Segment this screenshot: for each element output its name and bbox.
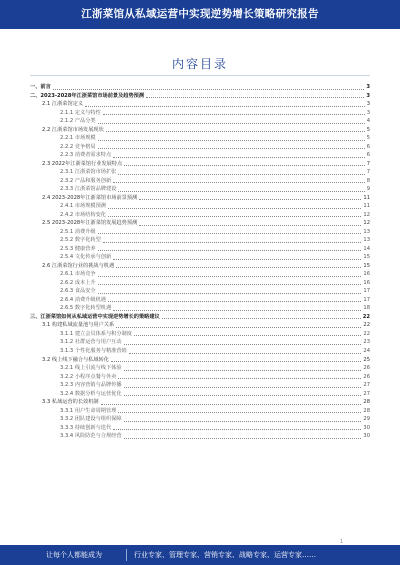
toc-dot-leader [139, 199, 361, 200]
toc-entry-page: 11 [363, 194, 370, 201]
toc-entry-label: 3.3.4 风险防范与合规经营 [60, 433, 122, 440]
toc-entry[interactable] [30, 347, 370, 356]
toc-dot-leader [113, 429, 361, 430]
toc-dot-leader [98, 293, 362, 294]
toc-dot-leader [98, 148, 365, 149]
toc-entry-label: 2.4.2 市场结构变化 [60, 211, 106, 218]
toc-dot-leader [85, 106, 365, 107]
toc-dot-leader [53, 89, 365, 90]
toc-entry[interactable] [30, 202, 370, 211]
toc-entry-page: 26 [363, 365, 370, 372]
toc-entry-label: 2.6.4 消费升级机遇 [60, 296, 106, 303]
toc-entry-label: 2.1 江浙菜馆定义 [42, 101, 84, 108]
toc-title: 内容目录 [171, 57, 228, 71]
toc-entry-label: 2.5.4 文化传承与创新 [60, 254, 112, 261]
toc-entry-page: 30 [363, 433, 370, 440]
toc-dot-leader [118, 191, 364, 192]
toc-dot-leader [98, 140, 365, 141]
toc-entry[interactable] [30, 134, 370, 143]
toc-entry-label: 一、前言 [30, 84, 51, 90]
toc-entry-page: 13 [363, 237, 370, 244]
toc-entry-label: 3.1.3 个性化服务与精准营销 [60, 347, 127, 354]
toc-entry-label: 2.6.2 成本上升 [60, 279, 96, 286]
toc-entry-label: 二、2023-2028年江浙菜馆市场前景及趋势预测 [30, 92, 145, 99]
toc-entry[interactable] [30, 253, 370, 262]
toc-entry[interactable] [30, 330, 370, 339]
toc-entry-label: 2.3 2022年江浙菜馆行业发展特点 [42, 160, 123, 167]
toc-entry-label: 2.3.2 产品和服务创新 [60, 177, 112, 184]
toc-entry[interactable] [30, 92, 370, 101]
toc-entry[interactable] [30, 364, 370, 373]
report-title: 江浙菜馆从私域运营中实现逆势增长策略研究报告 [81, 8, 319, 20]
toc-entry[interactable] [30, 296, 370, 305]
toc-entry-page: 16 [363, 271, 370, 278]
toc-entry-label: 2.6.5 数字化转型机遇 [60, 305, 112, 312]
toc-dot-leader [124, 438, 362, 439]
toc-entry-page: 3 [366, 101, 370, 108]
toc-entry[interactable] [30, 287, 370, 296]
toc-entry[interactable] [30, 100, 370, 109]
toc-dot-leader [124, 421, 362, 422]
toc-dot-leader [108, 208, 361, 209]
toc-entry[interactable] [30, 185, 370, 194]
toc-entry-page: 29 [363, 416, 370, 423]
toc-entry-page: 22 [362, 313, 370, 320]
toc-entry[interactable] [30, 83, 370, 92]
toc-dot-leader [103, 114, 365, 115]
toc-entry[interactable] [30, 381, 370, 390]
toc-entry[interactable] [30, 270, 370, 279]
toc-dot-leader [106, 131, 365, 132]
toc-entry-page: 28 [363, 399, 370, 406]
toc-entry[interactable] [30, 168, 370, 177]
footer-expert-list: 行业专家、管理专家、营销专家、战略专家、运营专家…… [134, 551, 316, 559]
toc-entry-page: 14 [363, 245, 370, 252]
toc-dot-leader [98, 284, 362, 285]
toc-entry[interactable] [30, 424, 370, 433]
toc-entry-page: 17 [363, 296, 370, 303]
toc-entry-label: 2.5.1 消费升级 [60, 228, 96, 235]
toc-dot-leader [103, 242, 362, 243]
toc-entry[interactable] [30, 398, 370, 407]
toc-entry-label: 2.1.2 产品分类 [60, 118, 96, 125]
toc-entry-page: 28 [363, 407, 370, 414]
toc-entry-page: 3 [366, 109, 370, 116]
toc-entry-page: 24 [363, 347, 370, 354]
toc-entry[interactable] [30, 117, 370, 126]
toc-entry-page: 25 [363, 356, 370, 363]
toc-dot-leader [118, 412, 361, 413]
toc-entry-page: 9 [366, 186, 370, 193]
toc-entry-page: 5 [366, 126, 370, 133]
toc-entry-label: 2.4.1 市场规模预测 [60, 203, 106, 210]
toc-entry-page: 4 [366, 118, 370, 125]
toc-dot-leader [124, 395, 362, 396]
toc-entry-label: 2.3.1 江浙菜馆市场扩张 [60, 169, 117, 176]
toc-dot-leader [98, 233, 362, 234]
toc-dot-leader [129, 353, 362, 354]
toc-entry-label: 三、江浙菜馆如何从私域运营中实现逆势增长的策略建议 [30, 313, 160, 320]
toc-entry[interactable] [30, 262, 370, 271]
toc-dot-leader [101, 404, 362, 405]
toc-dot-leader [139, 225, 361, 226]
toc-entry-page: 7 [366, 169, 370, 176]
toc-dot-leader [162, 318, 361, 319]
toc-entry[interactable] [30, 160, 370, 169]
toc-entry-label: 2.2.1 市场规模 [60, 135, 96, 142]
toc-entry-page: 23 [363, 339, 370, 346]
toc-entry[interactable] [30, 126, 370, 135]
toc-entry[interactable] [30, 313, 370, 322]
toc-entry-page: 5 [366, 135, 370, 142]
toc-entry-label: 3.1.2 社群运营与用户互动 [60, 339, 122, 346]
toc-entry[interactable] [30, 143, 370, 152]
toc-entry-page: 12 [363, 220, 370, 227]
toc-dot-leader [116, 327, 361, 328]
footer-slogan: 让每个人都能成为 [46, 551, 102, 559]
toc-entry-page: 11 [363, 203, 370, 210]
toc-entry-page: 15 [363, 254, 370, 261]
page-number: 1 [340, 539, 344, 545]
toc-entry-label: 2.4 2023-2028年江浙菜馆市场前景预测 [42, 194, 138, 201]
toc-entry-page: 27 [363, 382, 370, 389]
toc-entry[interactable] [30, 279, 370, 288]
toc-entry-label: 2.2.2 竞争格局 [60, 143, 96, 150]
toc-entry-label: 2.5.3 健康营养 [60, 245, 96, 252]
toc-entry-label: 3.2 线上线下融合与私域转化 [42, 356, 109, 363]
toc-dot-leader [118, 174, 364, 175]
toc-entry[interactable] [30, 194, 370, 203]
report-header-bar [0, 0, 400, 29]
toc-entry[interactable] [30, 219, 370, 228]
toc-entry[interactable] [30, 415, 370, 424]
toc-dot-leader [134, 335, 361, 336]
toc-entry-page: 15 [363, 262, 370, 269]
toc-entry-page: 3 [366, 92, 370, 99]
toc-entry[interactable] [30, 390, 370, 399]
toc-entry-label: 3.2.4 数据分析与运营优化 [60, 390, 122, 397]
toc-dot-leader [113, 182, 365, 183]
toc-entry-page: 16 [363, 279, 370, 286]
toc-dot-leader [116, 267, 361, 268]
toc-entry-page: 17 [363, 288, 370, 295]
toc-entry-label: 3.3.3 持续创新与迭代 [60, 424, 112, 431]
toc-entry-page: 18 [363, 305, 370, 312]
toc-entry-label: 2.2.3 消费者需求特点 [60, 152, 112, 159]
toc-entry-page: 22 [363, 330, 370, 337]
toc-entry[interactable] [30, 151, 370, 160]
toc-entry-label: 2.2 江浙菜馆市场发展现状 [42, 126, 104, 133]
toc-dot-leader [124, 387, 362, 388]
toc-dot-leader [98, 250, 362, 251]
toc-entry-label: 2.6.1 市场竞争 [60, 271, 96, 278]
toc-dot-leader [111, 361, 361, 362]
toc-dot-leader [124, 370, 362, 371]
toc-entry[interactable] [30, 338, 370, 347]
toc-dot-leader [146, 97, 364, 98]
toc-dot-leader [108, 301, 361, 302]
toc-entry-label: 3.3.2 团队建设与组织保障 [60, 416, 122, 423]
toc-dot-leader [124, 344, 362, 345]
toc-dot-leader [98, 123, 365, 124]
toc-entry[interactable] [30, 245, 370, 254]
toc-dot-leader [113, 157, 365, 158]
toc-entry[interactable] [30, 211, 370, 220]
toc-dot-leader [113, 310, 361, 311]
toc-entry-label: 2.6 江浙菜馆行业的挑战与机遇 [42, 262, 115, 269]
toc-dot-leader [108, 216, 361, 217]
toc-entry-page: 27 [363, 390, 370, 397]
toc-entry[interactable] [30, 356, 370, 365]
toc-entry-page: 22 [363, 322, 370, 329]
toc-entry[interactable] [30, 228, 370, 237]
toc-entry-page: 30 [363, 424, 370, 431]
toc-entry[interactable] [30, 407, 370, 416]
toc-entry-page: 6 [366, 152, 370, 159]
title-divider [30, 75, 370, 76]
toc-dot-leader [124, 165, 365, 166]
toc-entry-page: 6 [366, 143, 370, 150]
footer-bar [0, 545, 400, 565]
toc-entry-label: 3.2.3 内容营销与品牌传播 [60, 382, 122, 389]
toc-entry-label: 3.1.1 建立会员体系与积分制度 [60, 330, 132, 337]
toc-entry-label: 3.1 构建私域流量池与用户关系 [42, 322, 115, 329]
toc-entry[interactable] [30, 373, 370, 382]
toc-entry-label: 2.5 2023-2028年江浙菜馆发展趋势预测 [42, 220, 138, 227]
toc-entry[interactable] [30, 236, 370, 245]
toc-dot-leader [98, 276, 362, 277]
toc-entry-page: 12 [363, 211, 370, 218]
toc-entry-page: 26 [363, 373, 370, 380]
footer-divider [126, 549, 127, 561]
table-of-contents [30, 83, 370, 441]
toc-entry[interactable] [30, 177, 370, 186]
toc-dot-leader [118, 378, 361, 379]
toc-entry-page: 3 [366, 84, 370, 90]
toc-entry[interactable] [30, 304, 370, 313]
toc-entry-label: 2.1.1 定义与特性 [60, 109, 101, 116]
toc-entry-label: 2.3.3 江浙菜馆品牌建设 [60, 186, 117, 193]
toc-entry-page: 7 [366, 160, 370, 167]
toc-dot-leader [113, 259, 361, 260]
toc-entry[interactable] [30, 321, 370, 330]
toc-entry[interactable] [30, 432, 370, 441]
toc-entry-label: 3.2.1 线上引流与线下体验 [60, 365, 122, 372]
toc-entry[interactable] [30, 109, 370, 118]
toc-entry-label: 3.2.2 小程序点餐与外卖 [60, 373, 117, 380]
toc-entry-label: 3.3 私域运营的长效机制 [42, 399, 99, 406]
toc-entry-label: 2.6.3 食品安全 [60, 288, 96, 295]
toc-entry-label: 3.3.1 用户生命周期管理 [60, 407, 117, 414]
toc-entry-page: 8 [366, 177, 370, 184]
toc-entry-label: 2.5.2 数字化转型 [60, 237, 101, 244]
toc-entry-page: 13 [363, 228, 370, 235]
